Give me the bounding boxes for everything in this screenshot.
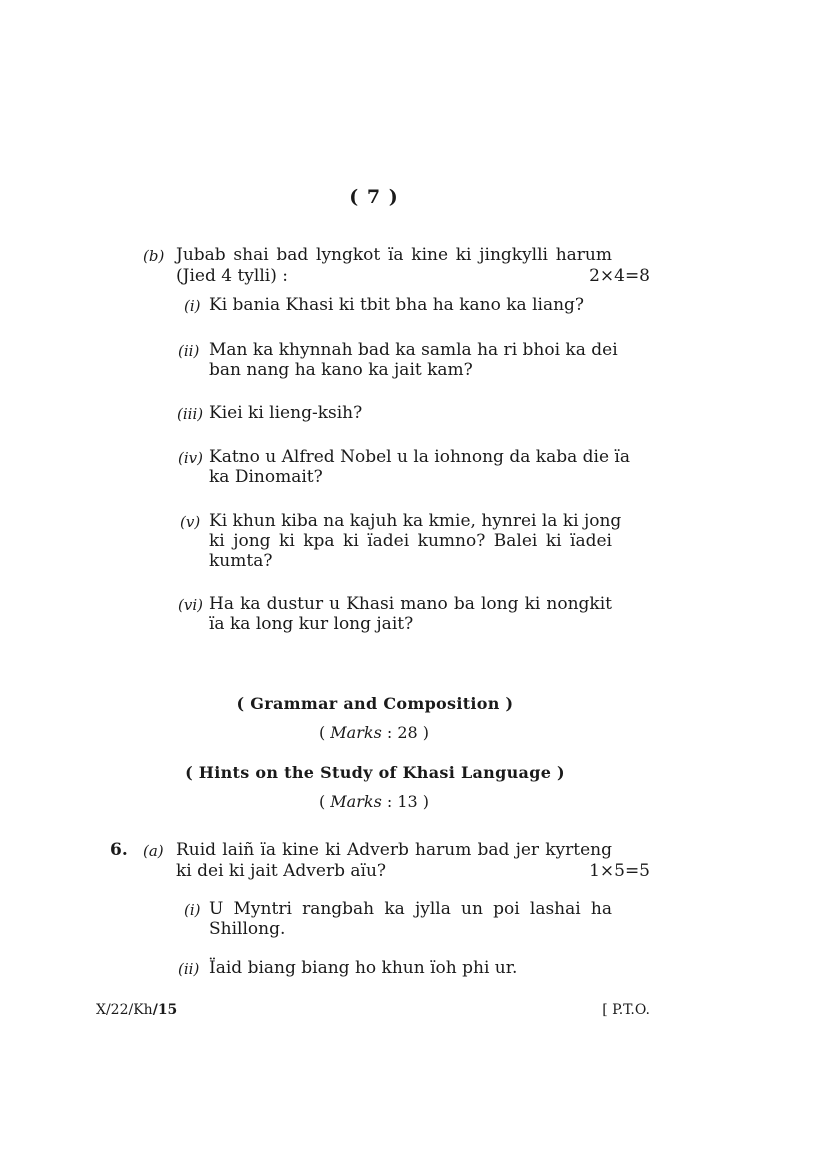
question-text-line: (Jied 4 tylli) :: [176, 266, 288, 286]
page-number: ( 7 ): [349, 186, 399, 208]
item-label: (iv): [178, 449, 203, 467]
question-text-line: Jubab shai bad lyngkot ïa kine ki jingkylli harum: [176, 245, 612, 265]
section-marks: ( Marks : 28 ): [318, 723, 430, 742]
section-marks: ( Marks : 13 ): [318, 792, 430, 811]
item-label: (ii): [178, 960, 200, 978]
question-marks: 1×5=5: [589, 861, 650, 881]
item-text-line: Ki khun kiba na kajuh ka kmie, hynrei la ki jong: [209, 511, 622, 531]
item-label: (vi): [178, 596, 203, 614]
item-text-line: Ha ka dustur u Khasi mano ba long ki nongkit: [209, 594, 612, 614]
item-text-line: Katno u Alfred Nobel u la iohnong da kaba die ïa: [209, 447, 630, 467]
item-text-line: kumta?: [209, 551, 273, 571]
item-text-line: Ïaid biang biang ho khun ïoh phi ur.: [209, 958, 518, 978]
item-text-line: U Myntri rangbah ka jylla un poi lashai ha: [209, 899, 612, 919]
section-heading: ( Hints on the Study of Khasi Language ): [185, 763, 565, 782]
question-text-line: Ruid laiñ ïa kine ki Adverb harum bad jer kyrteng: [176, 840, 612, 860]
item-text-line: Kiei ki lieng-ksih?: [209, 403, 363, 423]
item-text-line: ki jong ki kpa ki ïadei kumno? Balei ki ïadei: [209, 531, 612, 551]
question-number: 6.: [110, 840, 128, 860]
item-label: (i): [184, 901, 201, 919]
item-text-line: Ki bania Khasi ki tbit bha ha kano ka liang?: [209, 295, 585, 315]
item-text-line: Shillong.: [209, 919, 286, 939]
pto-note: [ P.T.O.: [602, 1002, 650, 1018]
section-heading: ( Grammar and Composition ): [236, 694, 514, 713]
paper-code: X/22/Kh/15: [96, 1002, 178, 1018]
item-text-line: ka Dinomait?: [209, 467, 323, 487]
question-text-line: ki dei ki jait Adverb aïu?: [176, 861, 387, 881]
item-label: (ii): [178, 342, 200, 360]
item-label: (iii): [177, 405, 204, 423]
item-text-line: ïa ka long kur long jait?: [209, 614, 414, 634]
item-text-line: Man ka khynnah bad ka samla ha ri bhoi ka dei: [209, 340, 618, 360]
item-label: (v): [180, 513, 201, 531]
question-marks: 2×4=8: [589, 266, 650, 286]
question-label: (b): [143, 247, 165, 265]
item-text-line: ban nang ha kano ka jait kam?: [209, 360, 473, 380]
question-label: (a): [143, 842, 164, 860]
item-label: (i): [184, 297, 201, 315]
